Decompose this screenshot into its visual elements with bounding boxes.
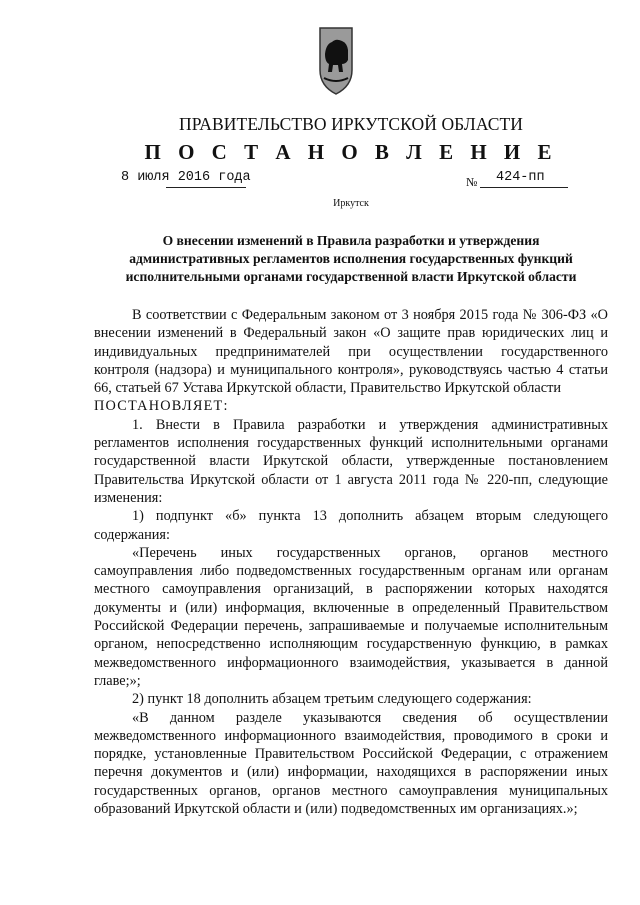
quote-2-paragraph: «В данном разделе указываются сведения об осуществлении межведомственного информационного взаимодействия, проводимого в сроки и порядке, установленные Правительством Российской Федерации, с отражением перечня документов и (или) информации, находящихся в распоряжении иных государственных органов, органов местного самоуправления муниципальных образований Иркутской области и (или) подведомственных им организациях.»;	[94, 709, 608, 818]
number-underline	[480, 187, 568, 188]
document-number: 424-пп	[496, 170, 545, 185]
resolves-heading: ПОСТАНОВЛЯЕТ:	[94, 398, 229, 415]
document-date: 8 июля 2016 года	[121, 170, 251, 185]
date-underline	[166, 187, 246, 188]
subject-line: административных регламентов исполнения государственных функций	[129, 251, 573, 266]
document-body	[94, 306, 608, 818]
quote-1-paragraph: «Перечень иных государственных органов, органов местного самоуправления либо подведомственных государственным органам или органам местного самоуправления организаций, в распоряжении которых находятся документы и (или) информация, включенные в определенный Правительством Российской Федерации перечень, запрашиваемые и получаемые исполнительным органом, непосредственно исполняющим государственную функцию, в рамках межведомственного информационного взаимодействия, указывается в данной главе;»;	[94, 544, 608, 689]
subitem-2-paragraph: 2) пункт 18 дополнить абзацем третьим следующего содержания:	[132, 691, 532, 708]
number-sign: №	[466, 175, 478, 189]
subitem-1-paragraph: 1) подпункт «б» пункта 13 дополнить абзацем вторым следующего содержания:	[94, 508, 608, 543]
government-title: ПРАВИТЕЛЬСТВО ИРКУТСКОЙ ОБЛАСТИ	[178, 114, 524, 134]
subject-line: О внесении изменений в Правила разработки и утверждения	[162, 233, 540, 248]
irkutsk-coat-of-arms-icon	[316, 24, 356, 96]
item-1-paragraph: 1. Внести в Правила разработки и утверждения административных регламентов исполнения государственных функций исполнительными органами государственной власти Иркутской области, утвержденные постановлением Правительства Иркутской области от 1 августа 2011 года № 220-пп, следующие изменения:	[94, 416, 608, 506]
document-type-heading: П О С Т А Н О В Л Е Н И Е	[144, 140, 558, 164]
subject-line: исполнительными органами государственной власти Иркутской области	[125, 269, 577, 284]
city-label: Иркутск	[333, 198, 369, 209]
preamble-paragraph: В соответствии с Федеральным законом от 3 ноября 2015 года № 306-ФЗ «О внесении изменений в Федеральный закон «О защите прав юридических лиц и индивидуальных предпринимателей при осуществлении государственного контроля (надзора) и муниципального контроля», руководствуясь частью 4 статьи 66, статьей 67 Устава Иркутской области, Правительство Иркутской области	[94, 307, 608, 397]
document-subject	[90, 232, 612, 286]
